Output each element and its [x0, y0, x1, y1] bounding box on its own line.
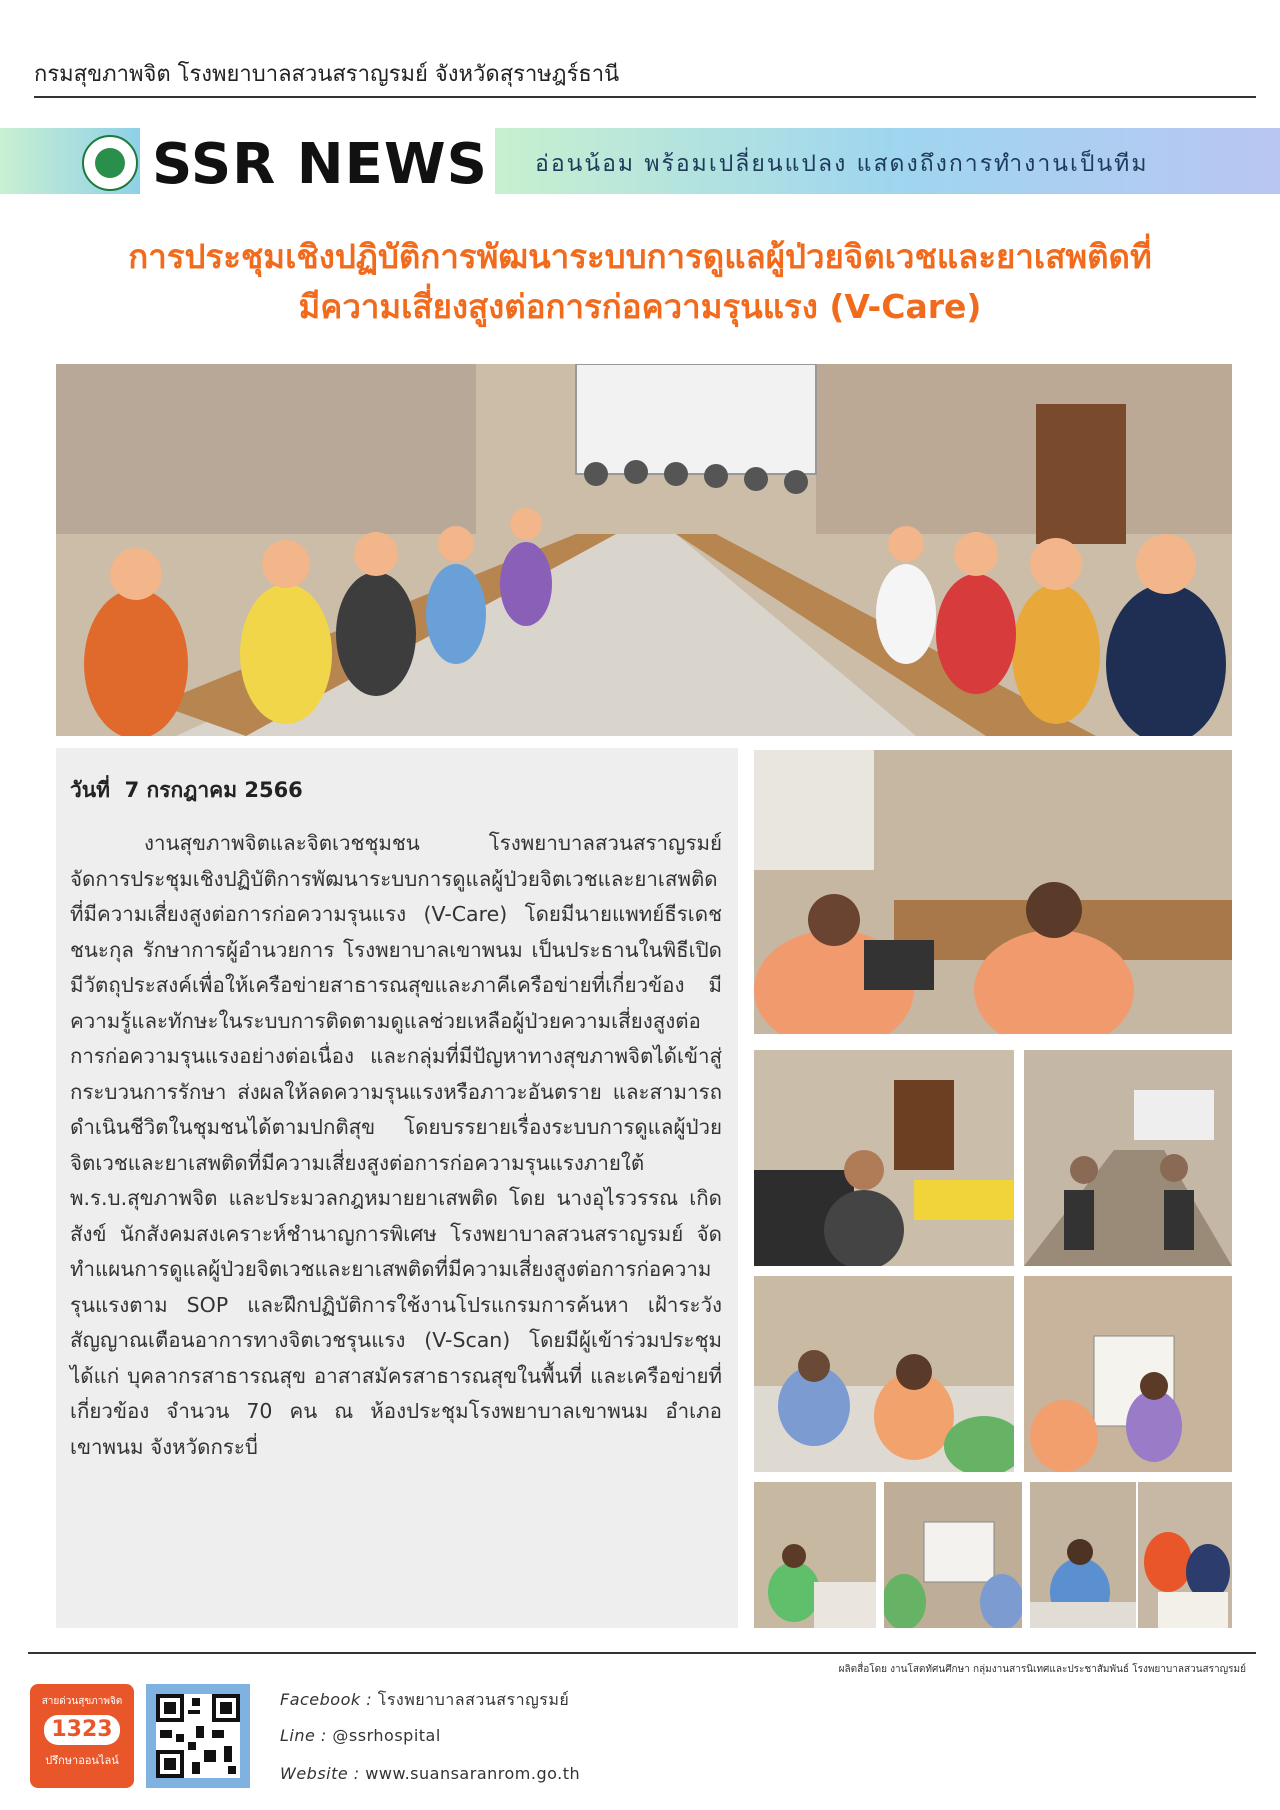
collage-photo-2 [754, 1050, 1014, 1266]
contact-facebook [280, 1688, 569, 1713]
hotline-badge [30, 1684, 134, 1788]
group-photo-illustration [56, 364, 1232, 736]
footer-credit: ผลิตสื่อโดย งานโสตทัศนศึกษา กลุ่มงานสารนิเทศและประชาสัมพันธ์ โรงพยาบาลสวนสราญรมย์ [838, 1664, 1246, 1675]
website-value[interactable]: www.suansaranrom.go.th [365, 1764, 581, 1783]
headline [40, 232, 1240, 332]
collage-photo-3 [1024, 1050, 1232, 1266]
collage-photo-4 [754, 1276, 1014, 1472]
contact-website [280, 1764, 580, 1783]
hotline-number: 1323 [44, 1715, 120, 1745]
facebook-value[interactable]: โรงพยาบาลสวนสราญรมย์ [377, 1690, 570, 1709]
banner-slogan-strip [495, 128, 1280, 194]
collage-photo-5 [1024, 1276, 1232, 1472]
collage-photo-6 [754, 1482, 876, 1628]
slogan: อ่อนน้อม พร้อมเปลี่ยนแปลง แสดงถึงการทำงานเป็นทีม [535, 151, 1149, 177]
hotline-sub-label: ปรึกษาออนไลน์ [45, 1754, 119, 1767]
line-label: Line : [280, 1726, 327, 1745]
hotline-top-label: สายด่วนสุขภาพจิต [41, 1696, 123, 1707]
line-value[interactable]: @ssrhospital [332, 1726, 441, 1745]
headline-line-2: มีความเสี่ยงสูงต่อการก่อความรุนแรง (V-Care) [298, 287, 982, 326]
headline-line-1: การประชุมเชิงปฏิบัติการพัฒนาระบบการดูแลผู้ป่วยจิตเวชและยาเสพติดที่ [128, 237, 1152, 276]
article-date [70, 774, 303, 807]
contact-line [280, 1726, 441, 1745]
collage-photo-9 [1138, 1482, 1232, 1628]
banner-title: SSR NEWS [152, 132, 488, 197]
footer-divider [28, 1652, 1256, 1654]
article-paragraph: งานสุขภาพจิตและจิตเวชชุมชน โรงพยาบาลสวนสราญรมย์ จัดการประชุมเชิงปฏิบัติการพัฒนาระบบการดูแลผู้ป่วยจิตเวชและยาเสพติดที่มีความเสี่ยงสูงต่อการก่อความรุนแรง (V-Care) โดยมีนายแพทย์ธีรเดช ชนะกุล รักษาการผู้อำนวยการ โรงพยาบาลเขาพนม เป็นประธานในพิธีเปิด มีวัตถุประสงค์เพื่อให้เครือข่ายสาธารณสุขและภาคีเครือข่ายที่เกี่ยวข้อง มีความรู้และทักษะในระบบการติดตามดูแลช่วยเหลือผู้ป่วยความเสี่ยงสูงต่อการก่อความรุนแรงอย่างต่อเนื่อง และกลุ่มที่มีปัญหาทางสุขภาพจิตได้เข้าสู่กระบวนการรักษา ส่งผลให้ลดความรุนแรงหรือภาวะอันตราย และสามารถดำเนินชีวิตในชุมชนได้ตามปกติสุข โดยบรรยายเรื่องระบบการดูแลผู้ป่วยจิตเวชและยาเสพติดที่มีความเสี่ยงสูงต่อการก่อความรุนแรงภายใต้ พ.ร.บ.สุขภาพจิต และประมวลกฎหมายยาเสพติด โดย นางอุไรวรรณ เกิดสังข์ นักสังคมสงเคราะห์ชำนาญการพิเศษ โรงพยาบาลสวนสราญรมย์ จัดทำแผนการดูแลผู้ป่วยจิตเวชและยาเสพติดที่มีความเสี่ยงสูงต่อการก่อความรุนแรงตาม SOP และฝึกปฏิบัติการใช้งานโปรแกรมการค้นหา เฝ้าระวังสัญญาณเตือนอาการทางจิตเวชรุนแรง (V-Scan) โดยมีผู้เข้าร่วมประชุม ได้แก่ บุคลากรสาธารณสุข อาสาสมัครสาธารณสุขในพื้นที่ และเครือข่ายที่เกี่ยวข้อง จำนวน 70 คน ณ ห้องประชุมโรงพยาบาลเขาพนม อำเภอเขาพนม จังหวัดกระบี่ [70, 831, 722, 1459]
org-line: กรมสุขภาพจิต โรงพยาบาลสวนสราญรมย์ จังหวัดสุราษฎร์ธานี [34, 62, 620, 87]
collage-photo-1 [754, 750, 1232, 1034]
header-divider [34, 96, 1256, 98]
facebook-label: Facebook : [280, 1690, 373, 1709]
collage-photo-7 [884, 1482, 1022, 1628]
article-body [70, 826, 722, 1465]
banner-gradient-left [0, 128, 140, 194]
date-value: 7 กรกฎาคม 2566 [124, 778, 303, 802]
main-group-photo [56, 364, 1232, 736]
news-banner [0, 128, 1280, 197]
department-logo-icon [82, 135, 138, 191]
collage-photo-8 [1030, 1482, 1136, 1628]
website-label: Website : [280, 1764, 360, 1783]
qr-code-icon [146, 1684, 250, 1788]
date-label: วันที่ [70, 778, 110, 802]
